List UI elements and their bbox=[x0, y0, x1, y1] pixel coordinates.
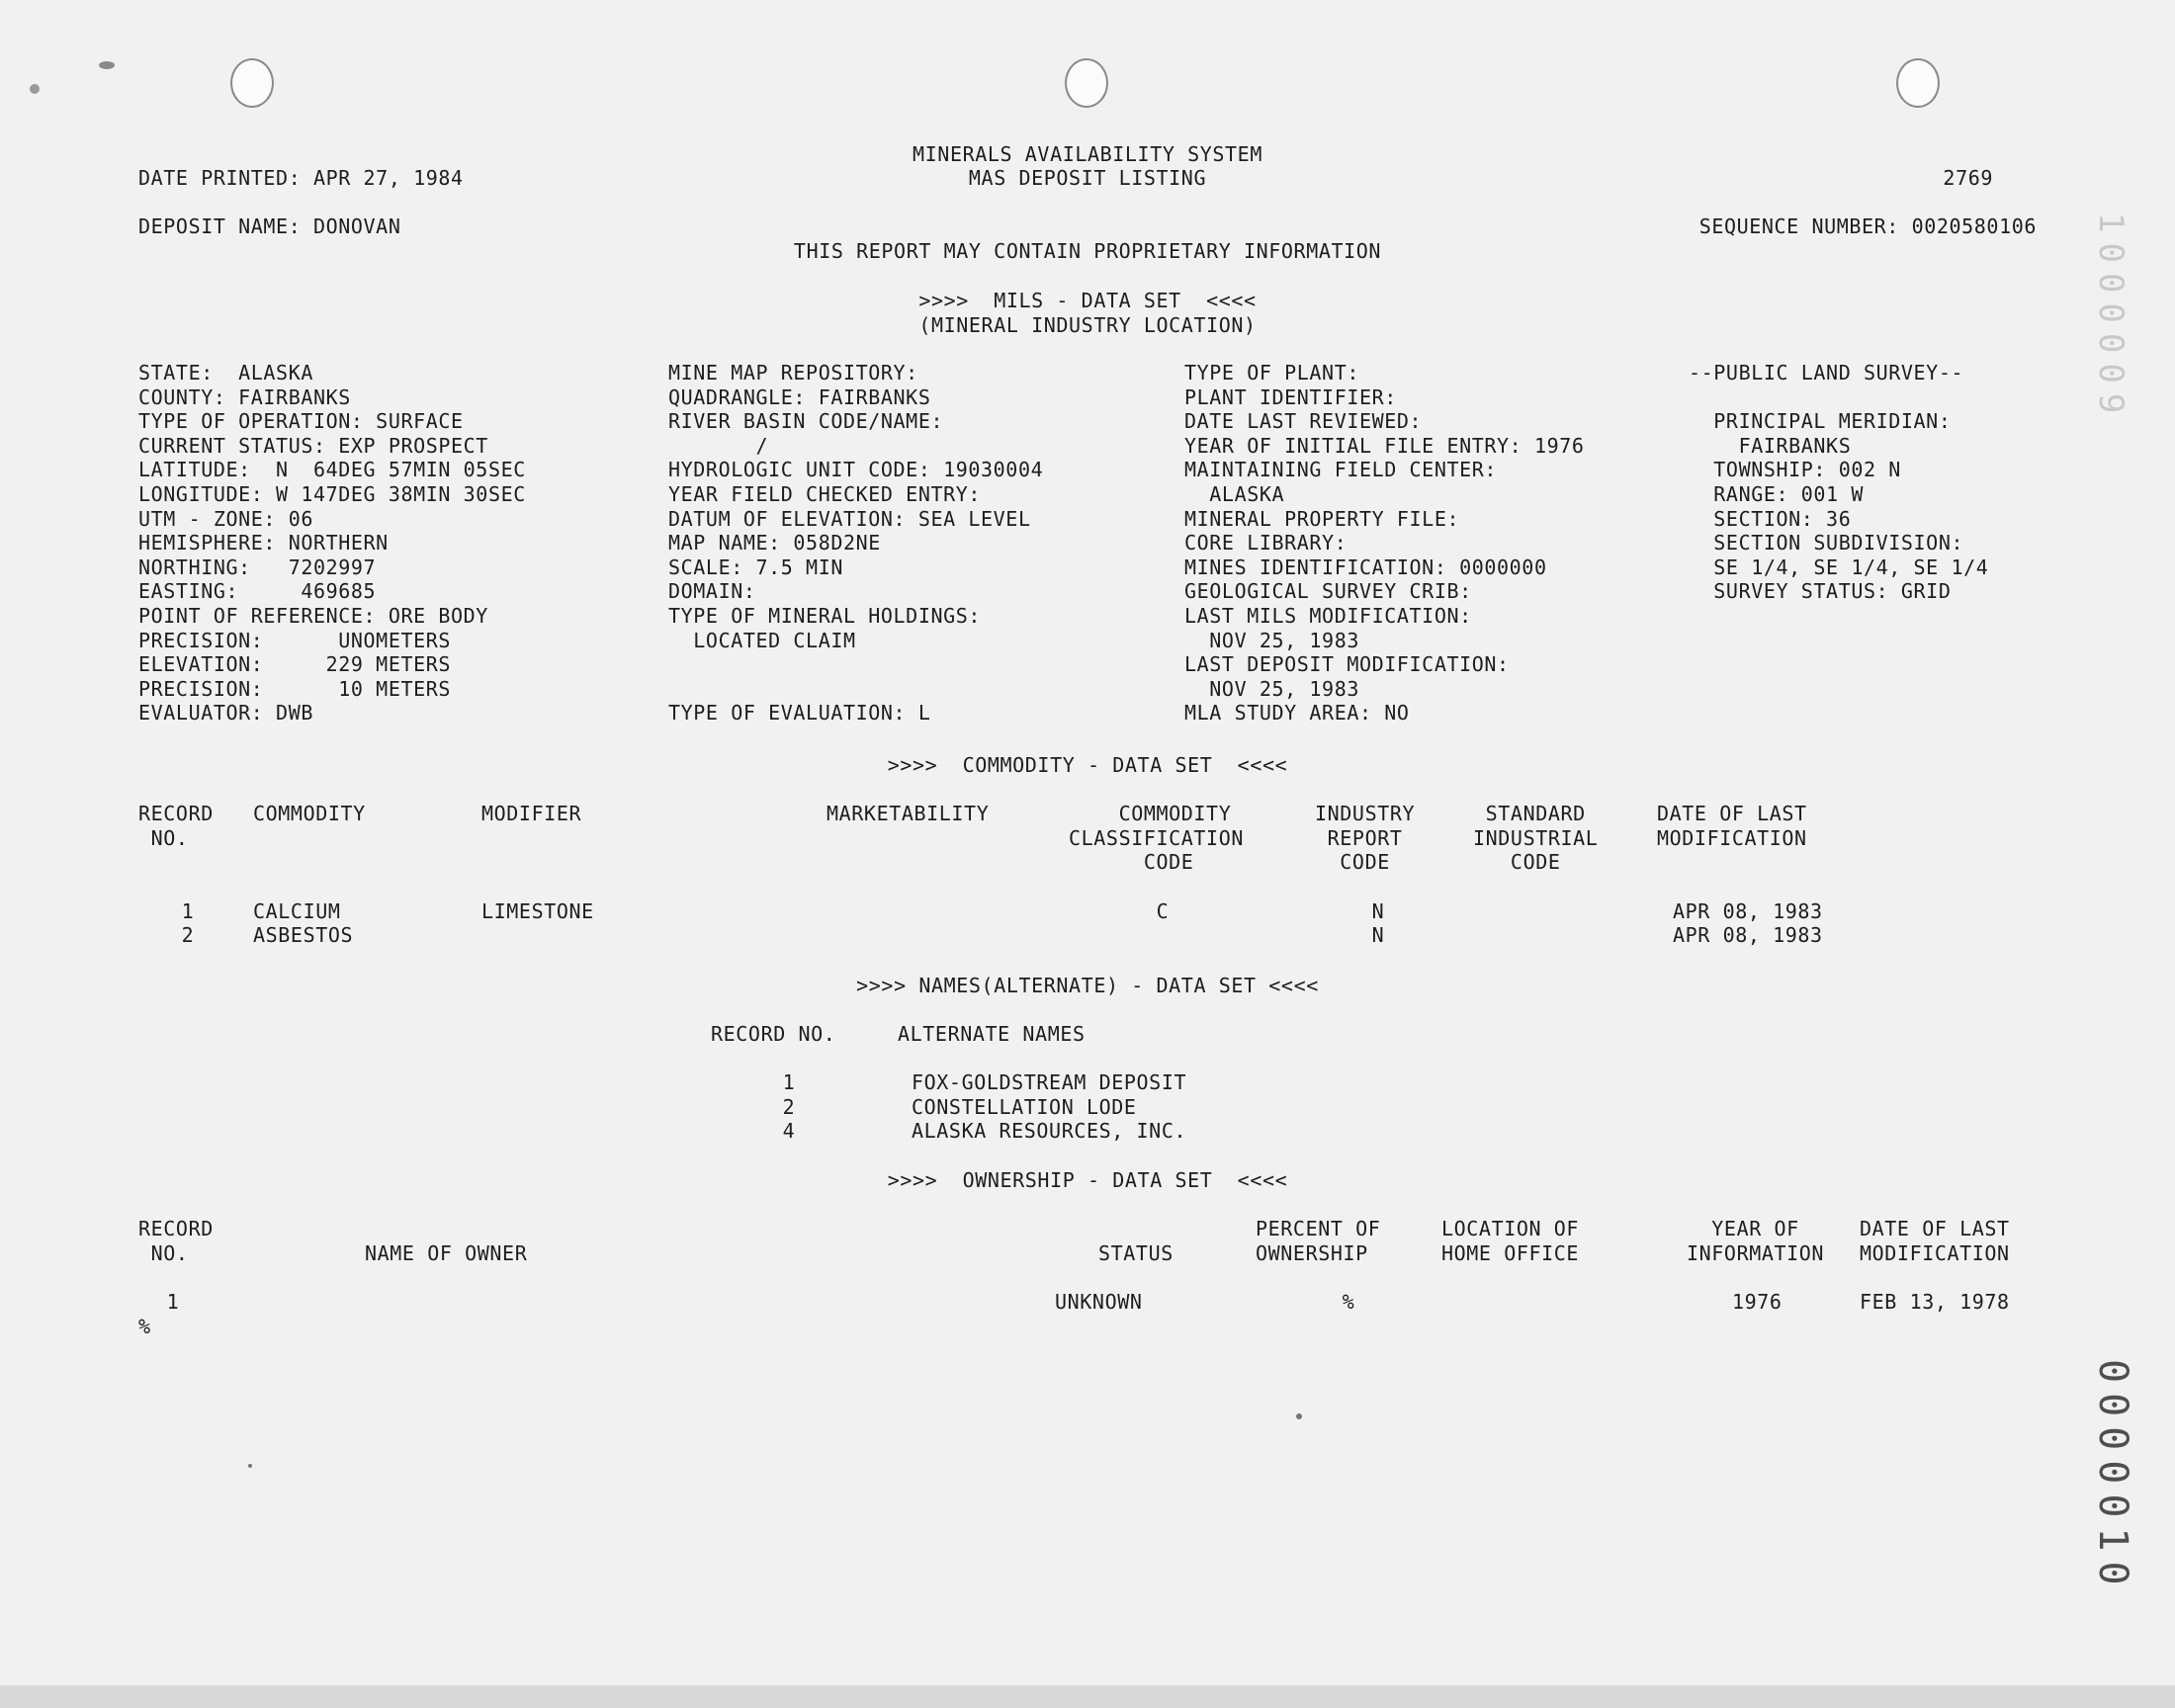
survey-field: SECTION: 36 bbox=[1689, 506, 1852, 531]
archive-stamp: 0000010 bbox=[2090, 1359, 2135, 1595]
survey-field: FAIRBANKS bbox=[1689, 433, 1852, 458]
survey-field: RANGE: 001 W bbox=[1689, 481, 1864, 506]
commodity-name: ASBESTOS bbox=[253, 923, 354, 947]
mils-column-2 bbox=[668, 361, 1043, 726]
commodity-record-no: 1 bbox=[181, 899, 195, 923]
commodity-modifier: LIMESTONE bbox=[481, 899, 594, 923]
mils-field: NORTHING: 7202997 bbox=[138, 555, 377, 579]
commodity-record-no: 2 bbox=[181, 923, 195, 947]
mils-field: / bbox=[668, 433, 769, 458]
scan-speck bbox=[99, 61, 115, 69]
mils-field: PRECISION: UNOMETERS bbox=[138, 628, 452, 652]
public-land-survey bbox=[1689, 361, 1988, 604]
sequence-number: SEQUENCE NUMBER: 0020580106 bbox=[1698, 214, 2037, 238]
ownership-header-status: STATUS bbox=[1098, 1241, 1174, 1265]
mils-field: NOV 25, 1983 bbox=[1184, 628, 1359, 652]
survey-field: SECTION SUBDIVISION: bbox=[1689, 531, 1964, 555]
mils-field: YEAR FIELD CHECKED ENTRY: bbox=[668, 481, 982, 506]
mils-field bbox=[668, 677, 1043, 702]
mils-section-subtitle: (MINERAL INDUSTRY LOCATION) bbox=[918, 313, 1257, 337]
mils-field: LATITUDE: N 64DEG 57MIN 05SEC bbox=[138, 458, 526, 482]
mils-field: UTM - ZONE: 06 bbox=[138, 506, 313, 531]
mils-field: POINT OF REFERENCE: ORE BODY bbox=[138, 603, 488, 628]
commodity-classification: C bbox=[1156, 899, 1170, 923]
commodity-header-modifier: MODIFIER bbox=[481, 802, 582, 825]
survey-field bbox=[1689, 385, 1988, 410]
mils-field: QUADRANGLE: FAIRBANKS bbox=[668, 384, 931, 409]
alternate-name: CONSTELLATION LODE bbox=[912, 1095, 1137, 1119]
deposit-name: DEPOSIT NAME: DONOVAN bbox=[138, 214, 401, 238]
ownership-header-year: YEAR OF INFORMATION bbox=[1687, 1217, 1825, 1265]
mils-field: STATE: ALASKA bbox=[138, 361, 313, 384]
commodity-header-date: DATE OF LAST MODIFICATION bbox=[1657, 802, 1807, 850]
mils-field: DATE LAST REVIEWED: bbox=[1184, 409, 1423, 434]
scan-speck bbox=[1296, 1413, 1302, 1419]
commodity-name: CALCIUM bbox=[253, 899, 341, 923]
alternate-name-record: 4 bbox=[782, 1119, 796, 1143]
mils-field: TYPE OF EVALUATION: L bbox=[668, 701, 931, 726]
mils-field: TYPE OF PLANT: bbox=[1184, 361, 1359, 384]
ownership-header-date: DATE OF LAST MODIFICATION bbox=[1860, 1217, 2010, 1265]
names-section-title: >>>> NAMES(ALTERNATE) - DATA SET <<<< bbox=[856, 974, 1319, 997]
page-number: 2769 bbox=[1943, 166, 1993, 190]
commodity-header-marketability: MARKETABILITY bbox=[826, 802, 990, 825]
faint-archive-stamp: 1000009 bbox=[2091, 213, 2131, 424]
ownership-header-owner: NAME OF OWNER bbox=[365, 1241, 528, 1265]
survey-field: --PUBLIC LAND SURVEY-- bbox=[1689, 361, 1964, 384]
mils-field: EVALUATOR: DWB bbox=[138, 701, 313, 726]
mils-field: MINE MAP REPOSITORY: bbox=[668, 361, 918, 384]
mils-field: LAST MILS MODIFICATION: bbox=[1184, 603, 1472, 628]
system-title: MINERALS AVAILABILITY SYSTEM bbox=[913, 142, 1262, 166]
alternate-name-record: 2 bbox=[782, 1095, 796, 1119]
scan-speck bbox=[248, 1464, 252, 1468]
mils-field: PLANT IDENTIFIER: bbox=[1184, 384, 1397, 409]
mils-field: DATUM OF ELEVATION: SEA LEVEL bbox=[668, 506, 1031, 531]
mils-field: EASTING: 469685 bbox=[138, 579, 377, 604]
mils-field: YEAR OF INITIAL FILE ENTRY: 1976 bbox=[1184, 433, 1585, 458]
commodity-header-commodity: COMMODITY bbox=[253, 802, 366, 825]
survey-field: SURVEY STATUS: GRID bbox=[1689, 579, 1952, 604]
mils-field: RIVER BASIN CODE/NAME: bbox=[668, 409, 944, 434]
commodity-industry-code: N bbox=[1371, 923, 1385, 947]
date-printed: DATE PRINTED: APR 27, 1984 bbox=[138, 166, 464, 190]
scan-speck bbox=[30, 84, 40, 94]
mils-field: LOCATED CLAIM bbox=[668, 628, 856, 652]
ownership-year: 1976 bbox=[1732, 1290, 1783, 1314]
punch-hole-center bbox=[1065, 58, 1108, 108]
mils-field: HYDROLOGIC UNIT CODE: 19030004 bbox=[668, 458, 1044, 482]
mils-field: LONGITUDE: W 147DEG 38MIN 30SEC bbox=[138, 481, 526, 506]
mils-field: NOV 25, 1983 bbox=[1184, 676, 1359, 701]
mils-field: MAINTAINING FIELD CENTER: bbox=[1184, 458, 1498, 482]
ownership-header-percent: PERCENT OF OWNERSHIP bbox=[1256, 1217, 1381, 1265]
mils-column-3 bbox=[1184, 361, 1585, 726]
mils-field: MAP NAME: 058D2NE bbox=[668, 531, 881, 555]
mils-field: HEMISPHERE: NORTHERN bbox=[138, 531, 389, 555]
survey-field: PRINCIPAL MERIDIAN: bbox=[1689, 409, 1952, 434]
commodity-header-standard: STANDARD INDUSTRIAL CODE bbox=[1473, 802, 1599, 875]
commodity-header-record: RECORD NO. bbox=[138, 802, 214, 850]
mils-field: GEOLOGICAL SURVEY CRIB: bbox=[1184, 579, 1472, 604]
commodity-header-industry: INDUSTRY REPORT CODE bbox=[1315, 802, 1416, 875]
mils-field: DOMAIN: bbox=[668, 579, 756, 604]
mils-field: SCALE: 7.5 MIN bbox=[668, 555, 843, 579]
mils-field: PRECISION: 10 METERS bbox=[138, 676, 452, 701]
ownership-header-location: LOCATION OF HOME OFFICE bbox=[1441, 1217, 1580, 1265]
punch-hole-right bbox=[1896, 58, 1940, 108]
ownership-record-no: 1 bbox=[166, 1290, 180, 1314]
alternate-name: ALASKA RESOURCES, INC. bbox=[912, 1119, 1187, 1143]
ownership-date: FEB 13, 1978 bbox=[1860, 1290, 2010, 1314]
commodity-section-title: >>>> COMMODITY - DATA SET <<<< bbox=[887, 753, 1288, 777]
commodity-date: APR 08, 1983 bbox=[1673, 899, 1823, 923]
ownership-section-title: >>>> OWNERSHIP - DATA SET <<<< bbox=[887, 1168, 1288, 1192]
mils-column-1 bbox=[138, 361, 526, 726]
mils-field: TYPE OF OPERATION: SURFACE bbox=[138, 409, 464, 434]
mils-field: ELEVATION: 229 METERS bbox=[138, 652, 452, 677]
mils-field: CURRENT STATUS: EXP PROSPECT bbox=[138, 433, 488, 458]
commodity-date: APR 08, 1983 bbox=[1673, 923, 1823, 947]
alternate-name: FOX-GOLDSTREAM DEPOSIT bbox=[912, 1070, 1187, 1094]
punch-hole-left bbox=[230, 58, 274, 108]
mils-field: LAST DEPOSIT MODIFICATION: bbox=[1184, 652, 1510, 677]
ownership-percent: % bbox=[1342, 1290, 1355, 1314]
mils-field: COUNTY: FAIRBANKS bbox=[138, 384, 351, 409]
names-header-record: RECORD NO. bbox=[711, 1022, 836, 1046]
mils-field bbox=[668, 652, 1043, 677]
listing-title: MAS DEPOSIT LISTING bbox=[968, 166, 1207, 190]
alternate-name-record: 1 bbox=[782, 1070, 796, 1094]
names-header-alternate: ALTERNATE NAMES bbox=[898, 1022, 1086, 1046]
ownership-header-record: RECORD NO. bbox=[138, 1217, 214, 1265]
mils-field: MINES IDENTIFICATION: 0000000 bbox=[1184, 555, 1547, 579]
ownership-status: UNKNOWN bbox=[1055, 1290, 1143, 1314]
proprietary-notice: THIS REPORT MAY CONTAIN PROPRIETARY INFORMATION bbox=[793, 239, 1382, 263]
survey-field: SE 1/4, SE 1/4, SE 1/4 bbox=[1689, 555, 1989, 579]
mils-field: CORE LIBRARY: bbox=[1184, 531, 1348, 555]
commodity-industry-code: N bbox=[1371, 899, 1385, 923]
mils-field: TYPE OF MINERAL HOLDINGS: bbox=[668, 603, 982, 628]
commodity-header-classification: COMMODITY CLASSIFICATION CODE bbox=[1069, 802, 1244, 875]
survey-field: TOWNSHIP: 002 N bbox=[1689, 458, 1901, 482]
mils-section-title: >>>> MILS - DATA SET <<<< bbox=[918, 289, 1257, 312]
ownership-footer-mark: % bbox=[138, 1315, 151, 1338]
mils-field: ALASKA bbox=[1184, 481, 1285, 506]
mils-field: MLA STUDY AREA: NO bbox=[1184, 701, 1410, 726]
mils-field: MINERAL PROPERTY FILE: bbox=[1184, 506, 1460, 531]
